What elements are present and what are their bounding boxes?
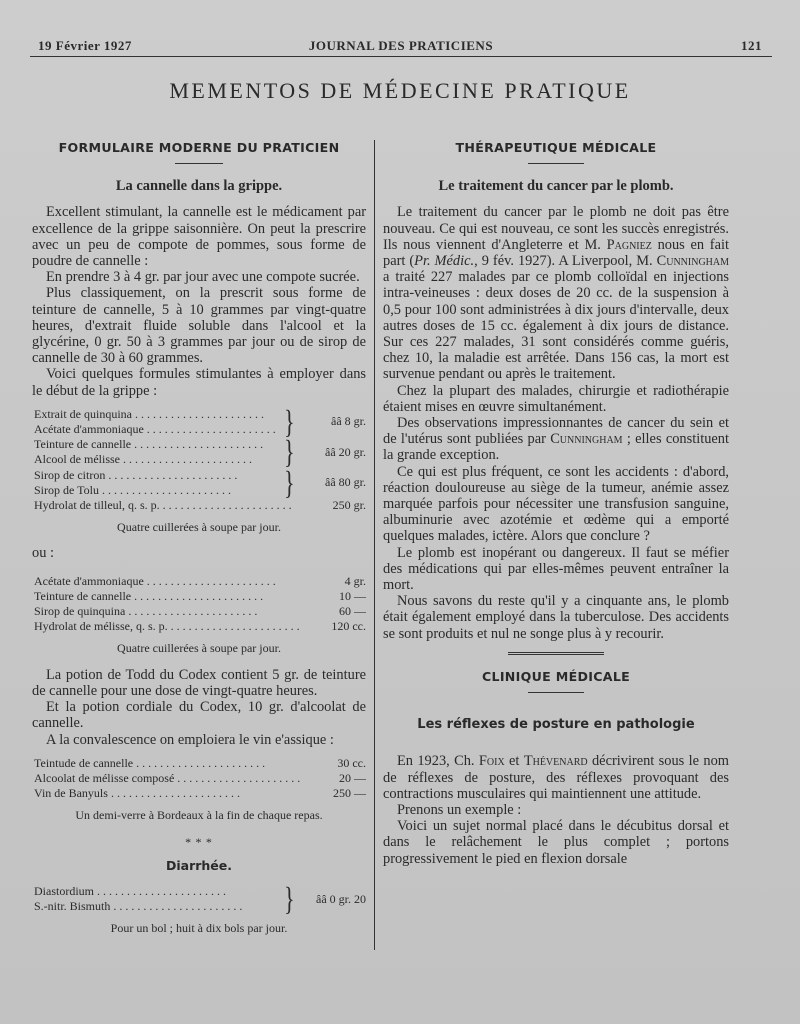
prescription-1 xyxy=(34,402,366,513)
issue-date: 19 Février 1927 xyxy=(38,38,132,53)
quantity: 30 cc. xyxy=(337,755,366,770)
paragraph: Excellent stimulant, la cannelle est le médicament par excellence de la grippe saisonnière. On peut la prescrire avec un peu de compote de pommes, sous forme de poudre de cannelle : xyxy=(32,204,366,270)
paragraph: Nous savons du reste qu'il y a cinquante ans, le plomb était également employé dans la tuberculose. Des accidents se sont produits et nul ne songe plus à y recourir. xyxy=(383,593,729,642)
prescription-3 xyxy=(34,756,366,802)
author-name: Cunningham xyxy=(656,253,730,270)
page-title: MEMENTOS DE MÉDECINE PRATIQUE xyxy=(169,78,631,103)
article-title-plomb: Le traitement du cancer par le plomb. xyxy=(438,178,674,195)
prescription-group xyxy=(34,879,366,918)
section-heading-clinique: CLINIQUE MÉDICALE xyxy=(481,668,631,684)
prescription-group xyxy=(34,402,366,441)
quantity: ââ 0 gr. 20 xyxy=(316,891,366,906)
prescription-line xyxy=(34,756,366,771)
paragraph: Voici un sujet normal placé dans le décubitus dorsal et dans le relâchement le plus complet ; portons progressivement le pied en flexion dorsale xyxy=(383,818,729,867)
quantity: 250 — xyxy=(333,786,366,801)
section-rule xyxy=(528,163,584,164)
brace-icon: } xyxy=(284,432,295,471)
author-name: Pagniez xyxy=(606,236,652,253)
dosage-note: Un demi-verre à Bordeaux à la fin de chaque repas. xyxy=(75,808,323,823)
prescription-line xyxy=(34,786,366,801)
ingredient: S.-nitr. Bismuth . . . xyxy=(34,899,284,914)
ingredient: Alcool de mélisse . . . xyxy=(34,452,284,467)
quantity: 10 — xyxy=(339,588,366,603)
ingredient: Teinture de cannelle . . . xyxy=(34,437,284,452)
quantity: ââ 20 gr. xyxy=(325,444,366,459)
paragraph: Chez la plupart des malades, chirurgie et radiothérapie étaient mises en œuvre simultanément. xyxy=(383,382,729,415)
quantity: 60 — xyxy=(339,604,366,619)
paragraph: La potion de Todd du Codex contient 5 gr. de teinture de cannelle pour une dose de vingt-quatre heures. xyxy=(32,666,366,699)
quantity: 120 cc. xyxy=(331,619,366,634)
running-header xyxy=(30,36,772,56)
brace-icon: } xyxy=(284,463,295,501)
author-name: Foix xyxy=(478,753,505,770)
dosage-note: Pour un bol ; huit à dix bols par jour. xyxy=(110,921,288,936)
paragraph: Et la potion cordiale du Codex, 10 gr. d'alcoolat de cannelle. xyxy=(32,699,366,732)
right-column xyxy=(383,138,729,867)
prescription-line xyxy=(34,771,366,786)
brace-icon: } xyxy=(284,879,295,918)
ingredient: Extrait de quinquina . . . xyxy=(34,407,284,422)
paragraph: Des observations impressionnantes de cancer du sein et de l'utérus sont publiées par Cunningham ; elles constituent la grande exception. xyxy=(383,415,729,464)
dosage-note: Quatre cuillerées à soupe par jour. xyxy=(117,641,281,656)
quantity: 250 gr. xyxy=(332,498,366,513)
ingredient: Acétate d'ammoniaque . . . xyxy=(34,422,284,437)
author-name: Cunningham xyxy=(550,431,623,448)
paragraph: Le traitement du cancer par le plomb ne doit pas être nouveau. Ce qui est nouveau, ce sont les succès enregistrés. Ils nous viennent d'Angleterre et M. Pagniez nous en fait part (Pr. Médic., 9 fév. 1927). A Liverpool, M. Cunningham a traité 227 malades par ce plomb colloïdal en injections intra-veineuses : deux doses de 20 cc. de la suspension à 0,5 pour 100 sont administrées à dix jours d'intervalle, deux autres doses de 15 cc. également à dix jours de distance. Sur ces 227 malades, 31 sont considérés comme guéris, chez 10, la maladie est arrêtée. Dans 156 cas, la mort est survenue pendant ou après le traitement. xyxy=(383,204,730,383)
paragraph: En 1923, Ch. Foix et Thévenard décrivirent sous le nom de réflexes de posture, des réflexes provoquant des contractions musculaires qui maintiennent une attitude. xyxy=(383,753,729,802)
journal-name: JOURNAL DES PRATICIENS xyxy=(308,38,494,53)
quantity: 4 gr. xyxy=(344,573,366,588)
left-column xyxy=(32,138,366,947)
header-rule xyxy=(30,56,772,57)
ingredient: Teintude de cannelle . . . xyxy=(34,756,304,771)
prescription-line xyxy=(34,619,366,634)
section-rule xyxy=(528,692,584,693)
ingredient: Acétate d'ammoniaque . . . xyxy=(34,574,304,589)
article-title-diarrhee: Diarrhée. xyxy=(165,857,233,873)
brace-icon: } xyxy=(284,402,295,441)
ingredient: Alcoolat de mélisse composé . . . xyxy=(34,771,304,786)
journal-ref: Pr. Médic. xyxy=(414,253,475,270)
separator-asterisks: * * * xyxy=(185,834,213,849)
paragraph: Plus classiquement, on la prescrit sous forme de teinture de cannelle, 5 à 10 grammes par vingt-quatre heures, d'extrait fluide soluble dans l'alcool et la glycérine, 0 gr. 50 à 3 grammes par jour ou de sirop de cannelle de 30 à 60 grammes. xyxy=(32,285,366,367)
ingredient: Sirop de Tolu . . . xyxy=(34,483,284,498)
ingredient: Teinture de cannelle . . . xyxy=(34,589,304,604)
section-rule xyxy=(175,163,223,164)
paragraph: En prendre 3 à 4 gr. par jour avec une compote sucrée. xyxy=(46,269,360,286)
ingredient: Vin de Banyuls . . . xyxy=(34,786,304,801)
prescription-line xyxy=(34,604,366,619)
author-name: Thévenard xyxy=(523,753,588,770)
section-heading-therapeutique: THÉRAPEUTIQUE MÉDICALE xyxy=(455,140,657,155)
paragraph: Prenons un exemple : xyxy=(397,801,522,818)
ingredient: Diastordium . . . xyxy=(34,884,284,899)
column-divider xyxy=(374,140,375,950)
section-double-rule xyxy=(508,652,604,655)
paragraph: Voici quelques formules stimulantes à employer dans le début de la grippe : xyxy=(32,366,366,399)
paragraph: A la convalescence on emploiera le vin e'assique : xyxy=(46,731,334,748)
quantity: ââ 8 gr. xyxy=(331,414,366,429)
quantity: 20 — xyxy=(339,770,366,785)
ingredient: Hydrolat de tilleul, q. s. p. . . . xyxy=(34,498,304,513)
prescription-line xyxy=(34,574,366,589)
or-label: ou : xyxy=(32,545,54,562)
page-number: 121 xyxy=(741,38,762,53)
prescription-group xyxy=(34,432,366,471)
dosage-note: Quatre cuillerées à soupe par jour. xyxy=(117,520,281,535)
prescription-line xyxy=(34,498,366,513)
prescription-4 xyxy=(34,879,366,918)
article-title-cannelle: La cannelle dans la grippe. xyxy=(115,178,283,195)
prescription-line xyxy=(34,589,366,604)
prescription-2 xyxy=(34,574,366,635)
paragraph: Le plomb est inopérant ou dangereux. Il faut se méfier des médications qui par elles-mêmes peuvent entraîner la mort. xyxy=(383,544,729,594)
ingredient: Hydrolat de mélisse, q. s. p. . . . xyxy=(34,619,304,634)
ingredient: Sirop de citron . . . xyxy=(34,468,284,483)
ingredient: Sirop de quinquina . . . xyxy=(34,604,304,619)
article-title-reflexes: Les réflexes de posture en pathologie xyxy=(417,717,695,733)
paragraph: Ce qui est plus fréquent, ce sont les accidents : d'abord, réaction douloureuse au siège de la tumeur, anémie assez marquée parfois pour nécessiter une transfusion sanguine, albuminurie avec azotémie et œdème qui a emporté quelques malades, ictère. Alors que conclure ? xyxy=(383,463,729,545)
prescription-group xyxy=(34,463,366,501)
section-heading-formulaire: FORMULAIRE MODERNE DU PRATICIEN xyxy=(58,140,340,155)
quantity: ââ 80 gr. xyxy=(325,475,366,490)
